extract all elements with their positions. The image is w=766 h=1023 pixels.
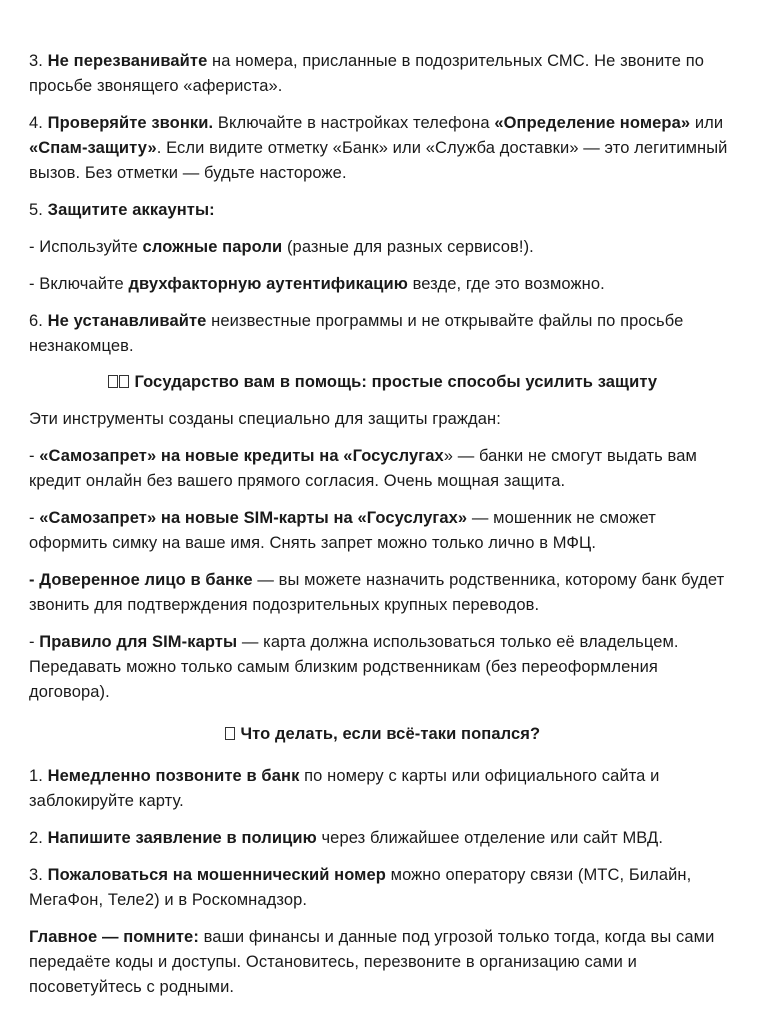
step-title: Пожаловаться на мошеннический номер [47, 866, 386, 884]
tip-5 [29, 198, 736, 223]
step-1 [29, 764, 736, 814]
tip-number: 6. [29, 312, 48, 330]
tip-emphasis: «Спам-защиту» [29, 139, 157, 157]
tip-text: - Используйте [29, 238, 143, 256]
state-help-intro: Эти инструменты созданы специально для защиты граждан: [29, 410, 501, 428]
tip-title: Не устанавливайте [47, 312, 207, 330]
tool-credit-ban [29, 444, 736, 494]
section-heading-state-help [29, 370, 736, 395]
tip-text: - Включайте [29, 275, 129, 293]
tip-3 [29, 49, 736, 99]
summary-title: Главное — помните: [29, 928, 199, 946]
heading-text: Государство вам в помощь: простые способы усилить защиту [134, 373, 658, 391]
tip-number: 5. [29, 201, 48, 219]
tool-sim-rule [29, 630, 736, 705]
tip-text: везде, где это возможно. [407, 275, 605, 293]
tip-title: Защитите аккаунты: [47, 201, 215, 219]
tool-title: - Доверенное лицо в банке [29, 571, 253, 589]
step-number: 1. [29, 767, 48, 785]
summary-note [29, 925, 736, 1000]
tool-title: «Самозапрет» на новые SIM-карты на «Госуслугах» [39, 509, 468, 527]
tip-4 [29, 111, 736, 186]
step-number: 3. [29, 866, 48, 884]
list-dash: - [29, 633, 40, 651]
step-text: можно оператору связи (МТС, Билайн, МегаФон, Теле2) и в Роскомнадзор. [29, 866, 692, 909]
missing-glyph-icon [108, 375, 118, 388]
tool-title: Правило для SIM-карты [39, 633, 238, 651]
tip-title: Проверяйте звонки. [47, 114, 214, 132]
tip-6 [29, 309, 736, 359]
tool-text: — вы можете назначить родственника, которому банк будет звонить для подтверждения подозрительных крупных переводов. [29, 571, 725, 614]
tip-text: . Если видите отметку «Банк» или «Служба доставки» — это легитимный вызов. Без отметки — будьте настороже. [29, 139, 728, 182]
tip-number: 4. [29, 114, 48, 132]
tool-title: «Самозапрет» на новые кредиты на «Госуслугах [39, 447, 444, 465]
tip-text: Включайте в настройках телефона [213, 114, 495, 132]
tip-emphasis: сложные пароли [142, 238, 283, 256]
step-text: по номеру с карты или официального сайта и заблокируйте карту. [29, 767, 660, 810]
step-2 [29, 826, 736, 851]
tool-text: — карта должна использоваться только её владельцем. Передавать можно только самым близким родственникам (без переоформления договора). [29, 633, 679, 701]
summary-text: ваши финансы и данные под угрозой только тогда, когда вы сами передаёте коды и доступы. Остановитесь, перезвоните в организацию сами и посоветуйтесь с родными. [29, 928, 715, 996]
step-3 [29, 863, 736, 913]
missing-glyph-icon [225, 727, 235, 740]
tip-5-passwords [29, 235, 736, 260]
tip-emphasis: двухфакторную аутентификацию [128, 275, 408, 293]
list-dash: - [29, 447, 40, 465]
tip-emphasis: «Определение номера» [494, 114, 691, 132]
tip-5-2fa [29, 272, 736, 297]
tool-trusted-person [29, 568, 736, 618]
tool-sim-ban [29, 506, 736, 556]
tool-text: » — банки не смогут выдать вам кредит онлайн без вашего прямого согласия. Очень мощная защита. [29, 447, 697, 490]
tip-text: или [690, 114, 724, 132]
step-text: через ближайшее отделение или сайт МВД. [316, 829, 664, 847]
missing-glyph-icon [119, 375, 129, 388]
list-dash: - [29, 509, 40, 527]
tip-text: неизвестные программы и не открывайте файлы по просьбе незнакомцев. [29, 312, 684, 355]
tip-number: 3. [29, 52, 48, 70]
tool-text: — мошенник не сможет оформить симку на ваше имя. Снять запрет можно только лично в МФЦ. [29, 509, 656, 552]
section-heading-caught [29, 722, 736, 747]
step-title: Немедленно позвоните в банк [47, 767, 300, 785]
tip-title: Не перезванивайте [47, 52, 208, 70]
step-title: Напишите заявление в полицию [47, 829, 317, 847]
heading-text: Что делать, если всё-таки попался? [240, 725, 541, 743]
step-number: 2. [29, 829, 48, 847]
tip-text: (разные для разных сервисов!). [282, 238, 534, 256]
tip-text: на номера, присланные в подозрительных СМС. Не звоните по просьбе звонящего «афериста». [29, 52, 705, 95]
